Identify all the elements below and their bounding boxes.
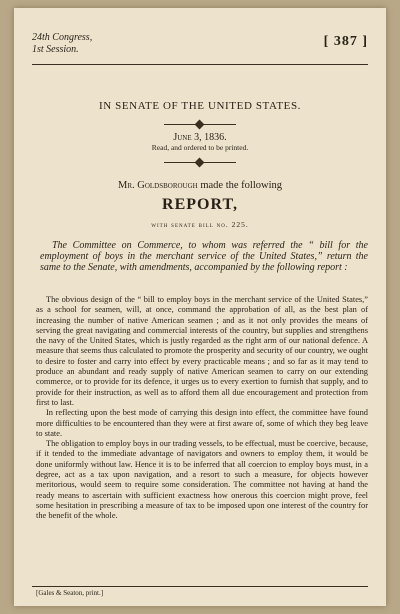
congress-label: 24th Congress,	[32, 32, 93, 43]
ornament-divider	[164, 162, 236, 163]
header-divider	[32, 64, 368, 65]
printer-credit: [Gales & Seaton, print.]	[36, 589, 104, 597]
session-info	[32, 32, 92, 56]
footer-divider	[32, 586, 368, 587]
ornament-divider	[164, 124, 236, 125]
document-page	[14, 8, 386, 606]
mover-name: Mr. Goldsborough	[117, 180, 198, 191]
session-label: 1st Session.	[32, 44, 79, 55]
body-paragraph: The obligation to employ boys in our trading vessels, to be effectual, must be coercive, because, if it tended to the immediate advantage of navigators and owners to employ them, it would be done uniformly without law. Hence it is to be inferred that all coercion to employ boys must, in a degree, act as a tax upon navigation, and a resort to such a measure, for objects however meritorious, would seem to require some consideration. The committee not having at hand the ready means to ascertain with sufficient exactness how onerous this coercion might prove, feel some hesitation in prescribing a measure of tax to be imposed upon one interest of the country for the benefit of the whole.	[36, 439, 368, 521]
intro-paragraph: The Committee on Commerce, to whom was referred the “ bill for the employment of boys in the merchant service of the United States,” return the same to the Senate, with amendments, accompanied by the following report :	[40, 240, 368, 273]
bill-line: with senate bill no. 225.	[151, 220, 249, 229]
body-paragraph: The obvious design of the “ bill to employ boys in the merchant service of the United States,” as a school for seamen, will, at once, command the approbation of all, as the best plan of increasing the number of native American seamen ; and as it not only provides the means of serving the great navigating and commercial interests of the country, but supplies and strengthens the navy of the United States, which is justly regarded as the right arm of our national defence. A measure that seems thus calculated to promote the prosperity and security of our country, we ought to desire to foster and carry into effect by every practicable means ; and so far as it may tend to produce an abundant and ready supply of native American seamen to carry on our extending commerce, or to provide for its defence, it urges us to every exertion to furnish that supply, and to provide for their instruction, as well as to afford them all due encouragement and protection from first to last.	[36, 295, 368, 407]
page-number: [ 387 ]	[323, 34, 368, 49]
read-note: Read, and ordered to be printed.	[151, 143, 249, 152]
report-date: June 3, 1836.	[173, 132, 227, 143]
body-paragraph: In reflecting upon the best mode of carrying this design into effect, the committee have found more difficulties to be encountered than they were at first aware of, some of which they beg leave to state.	[36, 408, 368, 438]
document-title: IN SENATE OF THE UNITED STATES.	[98, 100, 302, 112]
report-heading: REPORT,	[162, 196, 238, 213]
report-body	[36, 295, 368, 522]
mover-rest: made the following	[197, 180, 282, 191]
mover-line	[14, 180, 386, 191]
